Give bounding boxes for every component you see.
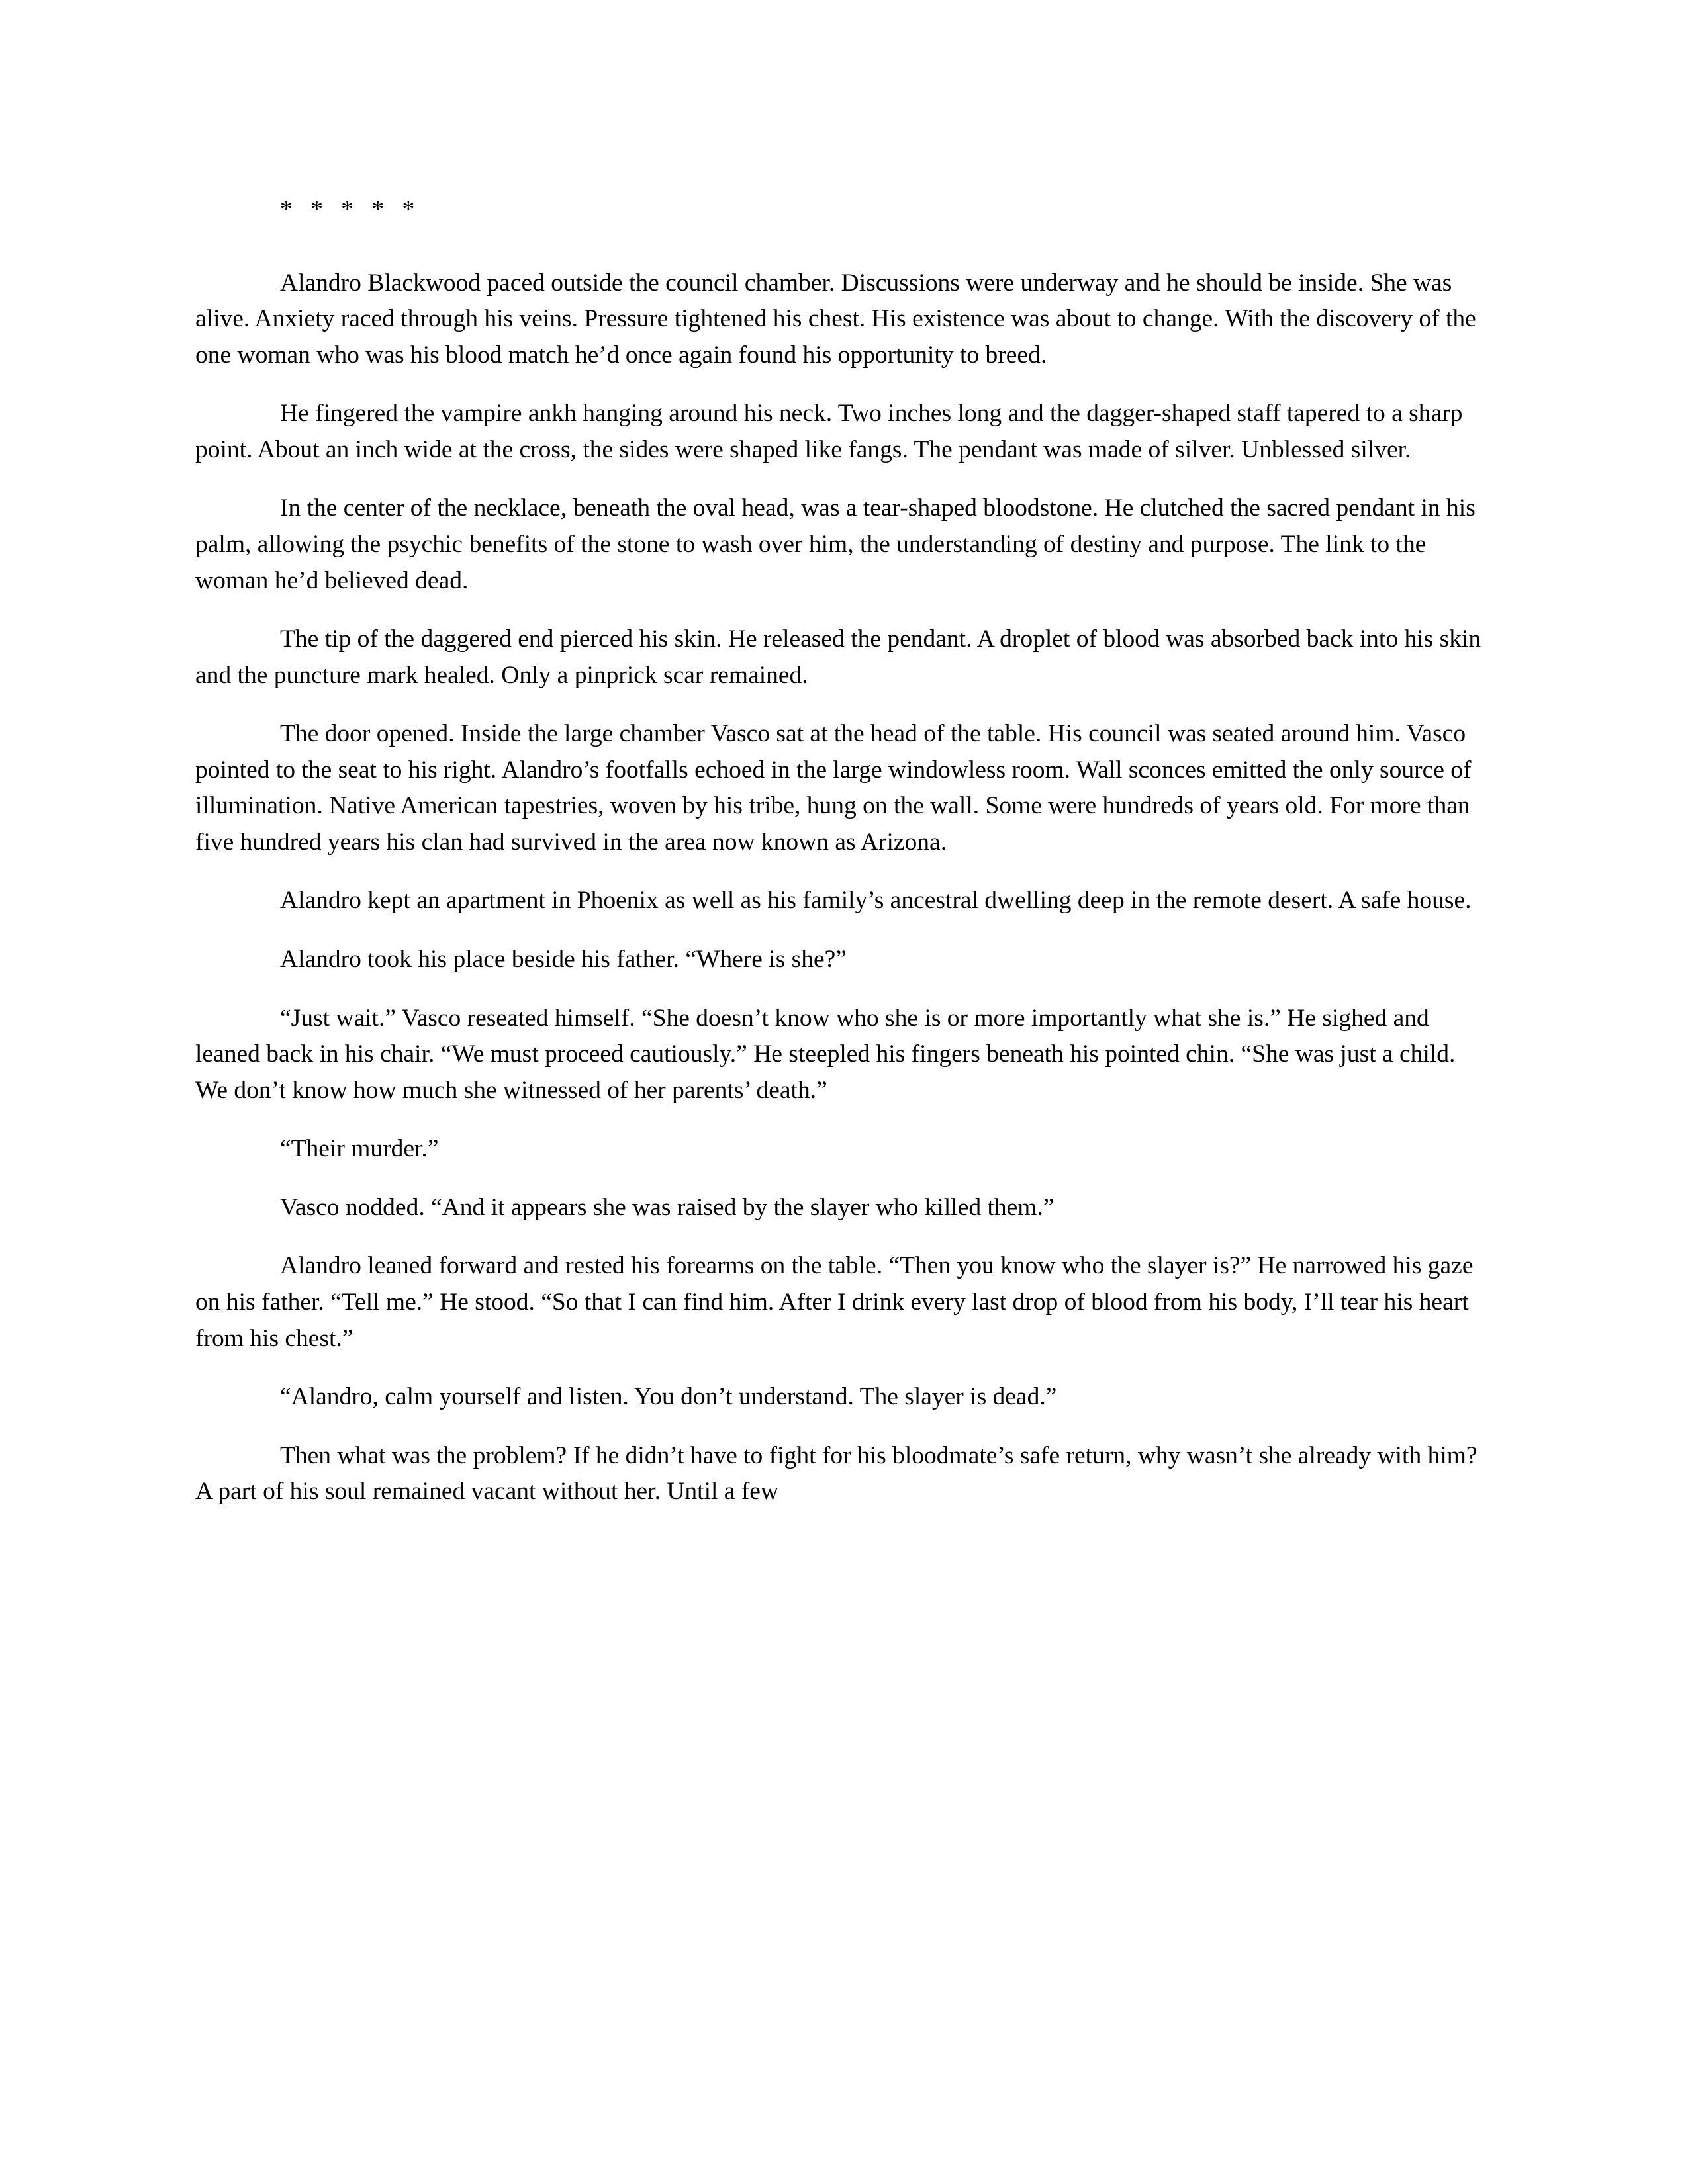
document-text-body [195,192,1489,1510]
paragraph: Alandro took his place beside his father. “Where is she?” [280,946,847,973]
paragraph: “Alandro, calm yourself and listen. You don’t understand. The slayer is dead.” [280,1383,1057,1411]
paragraph: Then what was the problem? If he didn’t have to fight for his bloodmate’s safe return, why wasn’t she already with him? A part of his soul remained vacant without her. Until a few [195,1441,1477,1506]
paragraph: Alandro kept an apartment in Phoenix as well as his family’s ancestral dwelling deep in the remote desert. A safe house. [280,887,1472,915]
paragraph: The door opened. Inside the large chamber Vasco sat at the head of the table. His council was seated around him. Vasco pointed to the seat to his right. Alandro’s footfalls echoed in the large windowless room. Wall sconces emitted the only source of illumination. Native American tapestries, woven by his tribe, hung on the wall. Some were hundreds of years old. For more than five hundred years his clan had survived in the area now known as Arizona. [195,720,1472,856]
paragraph: Alandro Blackwood paced outside the council chamber. Discussions were underway and he should be inside. She was alive. Anxiety raced through his veins. Pressure tightened his chest. His existence was about to change. With the discovery of the one woman who was his blood match he’d once again found his opportunity to breed. [195,269,1476,369]
paragraph: The tip of the daggered end pierced his skin. He released the pendant. A droplet of blood was absorbed back into his skin and the puncture mark healed. Only a pinprick scar remained. [195,625,1481,689]
scene-break-marker: * * * * * [280,196,421,223]
paragraph: Alandro leaned forward and rested his forearms on the table. “Then you know who the slayer is?” He narrowed his gaze on his father. “Tell me.” He stood. “So that I can find him. After I drink every last drop of blood from his body, I’ll tear his heart from his chest.” [195,1252,1474,1352]
paragraph: “Just wait.” Vasco reseated himself. “She doesn’t know who she is or more importantly what she is.” He sighed and leaned back in his chair. “We must proceed cautiously.” He steepled his fingers beneath his pointed chin. “She was just a child. We don’t know how much she witnessed of her parents’ death.” [195,1004,1456,1104]
paragraph: “Their murder.” [280,1135,439,1163]
paragraph: Vasco nodded. “And it appears she was raised by the slayer who killed them.” [280,1193,1055,1221]
paragraph: He fingered the vampire ankh hanging around his neck. Two inches long and the dagger-shaped staff tapered to a sharp point. About an inch wide at the cross, the sides were shaped like fangs. The pendant was made of silver. Unblessed silver. [195,400,1463,463]
paragraph: In the center of the necklace, beneath the oval head, was a tear-shaped bloodstone. He clutched the sacred pendant in his palm, allowing the psychic benefits of the stone to wash over him, the understanding of destiny and purpose. The link to the woman he’d believed dead. [195,494,1476,594]
